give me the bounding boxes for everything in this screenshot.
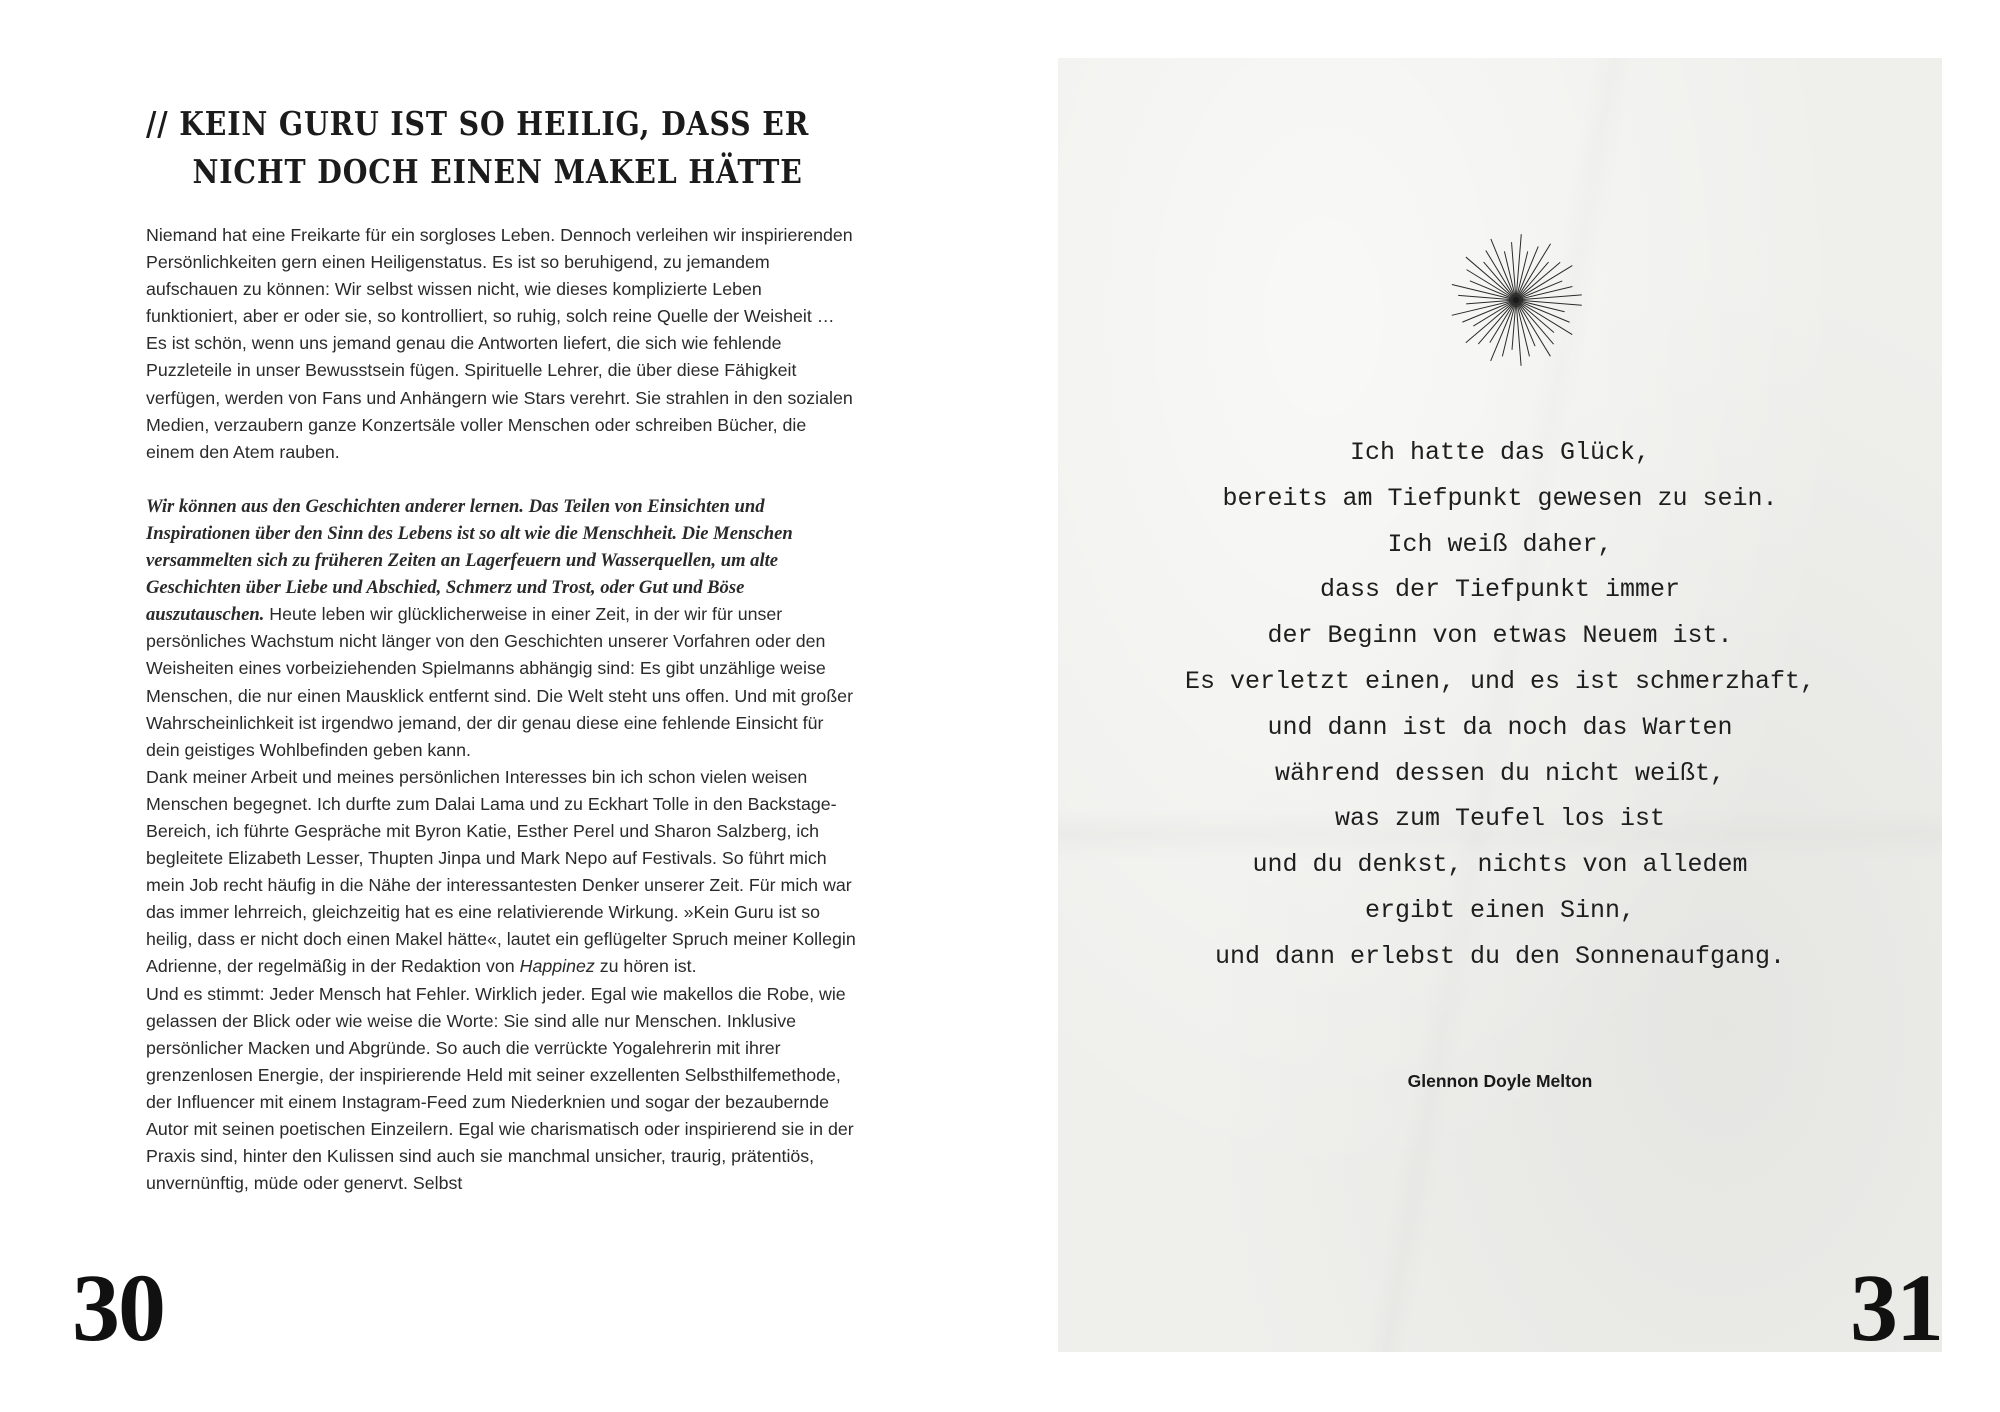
quote-line: während dessen du nicht weißt,	[1274, 758, 1726, 788]
quote-line: der Beginn von etwas Neuem ist.	[1267, 621, 1733, 651]
quote-line: was zum Teufel los ist	[1334, 804, 1666, 834]
starburst-icon	[1446, 230, 1586, 370]
paragraph-2-rest: Heute leben wir glücklicherweise in einer Zeit, in der wir für unser persönliches Wachstum nicht länger von den Geschichten unserer Vorfahren oder den Weisheiten eines vorbeiziehenden Spielmanns abhängig sind: Es gibt unzählige weise Menschen, die nur einen Mausklick entfernt sind. Die Welt steht uns offen. Und mit großer Wahrscheinlichkeit ist irgendwo jemand, der dir genau diese eine fehlende Einsicht für dein geistiges Wohlbefinden geben kann.	[146, 604, 853, 760]
quote-line: und du denkst, nichts von alledem	[1252, 850, 1748, 880]
quote-line: dass der Tiefpunkt immer	[1319, 575, 1681, 605]
paragraph-3-start: Dank meiner Arbeit und meines persönlichen Interesses bin ich schon vielen weisen Menschen begegnet. Ich durfte zum Dalai Lama und zu Eckhart Tolle in den Backstage-Bereich, ich führte Gespräche mit Byron Katie, Esther Perel und Sharon Salzberg, ich begleitete Elizabeth Lesser, Thupten Jinpa und Mark Nepo auf Festivals. So führt mich mein Job recht häufig in die Nähe der interessantesten Denker unserer Zeit. Für mich war das immer lehrreich, gleichzeitig hat es eine relativierende Wirkung. »Kein Guru ist so heilig, dass er nicht doch einen Makel hätte«, lautet ein geflügelter Spruch meiner Kollegin Adrienne, der regelmäßig in der Redaktion von	[146, 766, 856, 977]
quote-line: und dann erlebst du den Sonnenaufgang.	[1214, 941, 1786, 971]
paper-background	[1058, 58, 1942, 1352]
quote-author: Glennon Doyle Melton	[1407, 1071, 1593, 1091]
page-number-left: 30	[72, 1254, 164, 1361]
right-page	[1000, 0, 2000, 1412]
quote-line: und dann ist da noch das Warten	[1267, 712, 1733, 742]
paragraph-3-end: zu hören ist.	[594, 956, 697, 977]
quote-line: ergibt einen Sinn,	[1364, 895, 1636, 925]
quote-block	[1058, 430, 1942, 980]
chapter-heading	[146, 100, 810, 196]
paragraph-4: Und es stimmt: Jeder Mensch hat Fehler. Wirklich jeder. Egal wie makellos die Robe, wie gelassen der Blick oder wie weise die Worte: Sie sind alle nur Menschen. Inklusive persönlicher Macken und Abgründe. So auch die verrückte Yogalehrerin mit ihrer grenzenlosen Energie, der inspirierende Held mit seiner exzellenten Selbsthilfemethode, der Influencer mit einem Instagram-Feed zum Niederknien und sogar der bezaubernde Autor mit seinen poetischen Einzeilern. Egal wie charismatisch oder inspirierend sie in der Praxis sind, hinter den Kulissen sind auch sie manchmal unsicher, traurig, prätentiös, unvernünftig, müde oder genervt. Selbst	[146, 983, 854, 1194]
page-number-right: 31	[1850, 1254, 1942, 1361]
paragraph-2	[146, 493, 856, 764]
paragraph-2-emphasis: Wir können aus den Geschichten anderer lernen. Das Teilen von Einsichten und Inspirationen über den Sinn des Lebens ist so alt wie die Menschheit. Die Menschen versammelten sich zu früheren Zeiten an Lagerfeuern und Wasserquellen, um alte Geschichten über Liebe und Abschied, Schmerz und Trost, oder Gut und Böse auszutauschen.	[146, 495, 793, 626]
heading-line-1: // KEIN GURU IST SO HEILIG, DASS ER	[146, 104, 810, 143]
paragraph-3	[146, 764, 856, 981]
quote-line: Ich hatte das Glück,	[1349, 438, 1651, 467]
body-text	[146, 222, 856, 1197]
paragraph-1: Niemand hat eine Freikarte für ein sorgloses Leben. Dennoch verleihen wir inspirierenden Persönlichkeiten gern einen Heiligenstatus. Es ist so beruhigend, zu jemandem aufschauen zu können: Wir selbst wissen nicht, wie dieses komplizierte Leben funktioniert, aber er oder sie, so kontrolliert, so ruhig, solch reine Quelle der Weisheit … Es ist schön, wenn uns jemand genau die Antworten liefert, die sich wie fehlende Puzzleteile in unser Bewusstsein fügen. Spirituelle Lehrer, die über diese Fähigkeit verfügen, werden von Fans und Anhängern wie Stars verehrt. Sie strahlen in den sozialen Medien, verzaubern ganze Konzertsäle voller Menschen oder schreiben Bücher, die einem den Atem rauben.	[146, 225, 853, 462]
heading-line-2: NICHT DOCH EINEN MAKEL HÄTTE	[192, 152, 803, 191]
paragraph-gap	[146, 466, 856, 493]
quote-line: bereits am Tiefpunkt gewesen zu sein.	[1222, 483, 1778, 513]
magazine-name: Happinez	[519, 956, 595, 977]
quote-line: Ich weiß daher,	[1387, 529, 1613, 559]
quote-line: Es verletzt einen, und es ist schmerzhaft,	[1184, 666, 1816, 696]
